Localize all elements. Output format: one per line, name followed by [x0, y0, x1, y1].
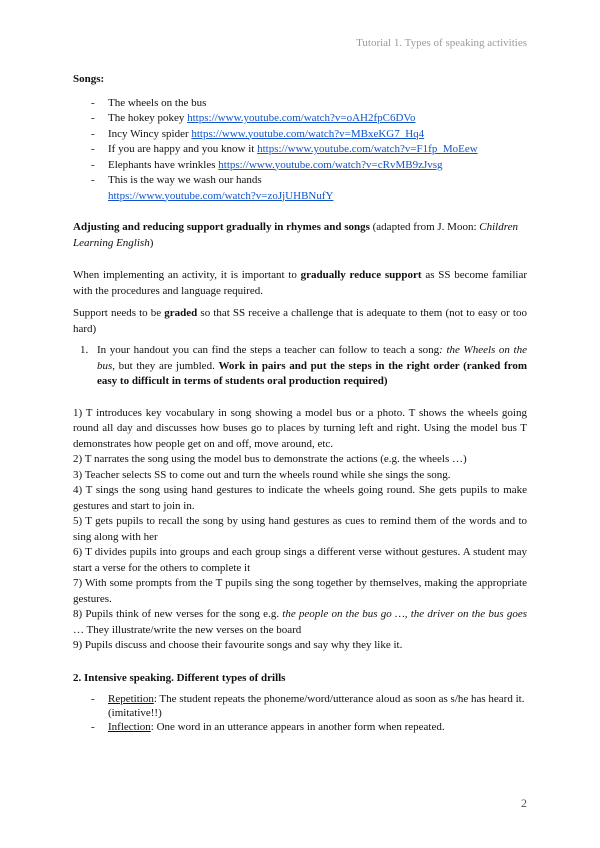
list-item [91, 111, 527, 127]
song-title: Incy Wincy spider [108, 127, 192, 140]
running-header: Tutorial 1. Types of speaking activities [356, 37, 527, 49]
step-item: 5) T gets pupils to recall the song by using hand gestures as cues to remind them of the words and to sing along with her [73, 515, 527, 543]
song-link[interactable]: https://www.youtube.com/watch?v=F1fp_MoEew [257, 143, 478, 155]
step-item: 6) T divides pupils into groups and each group sings a different verse without gestures. A student may start a verse for the others to complete it [73, 546, 527, 574]
step-item: 4) T sings the song using hand gestures to indicate the wheels going round. She gets pupils to make gestures and start to join in. [73, 484, 527, 512]
section-2-title: 2. Intensive speaking. Different types of drills [73, 671, 286, 684]
task-number: 1. [80, 344, 89, 356]
list-item: - Repetition: The student repeats the phoneme/word/utterance aloud as soon as s/he has heard it. (imitative!!) [91, 693, 525, 719]
songs-heading: Songs: [73, 73, 105, 85]
step-item: 8) Pupils think of new verses for the song e.g. the people on the bus go …, the driver on the bus goes … They illustrate/write the new verses on the board [73, 608, 527, 636]
bullet-dash: - [91, 158, 95, 171]
list-item [91, 158, 527, 174]
section-title: Adjusting and reducing support gradually in rhymes and songs (adapted from J. Moon: Children Learning English) [73, 221, 518, 249]
step-item: 3) Teacher selects SS to come out and turn the wheels round while she sings the song. [73, 468, 451, 481]
bullet-dash: - [91, 693, 95, 705]
bullet-dash: - [91, 721, 95, 733]
song-title: The hokey pokey [108, 112, 188, 124]
list-item [91, 127, 527, 143]
step-item: 1) T introduces key vocabulary in song showing a model bus or a photo. T shows the wheels going round all day and discusses how buses go to places by turning left and right. Using the model bus T demonstrates how people get on and off, move around, etc. [73, 406, 527, 450]
page-number: 2 [521, 796, 527, 810]
list-item [91, 96, 527, 112]
step-item: 9) Pupils discuss and choose their favourite songs and say why they like it. [73, 639, 403, 651]
song-link[interactable]: https://www.youtube.com/watch?v=oAH2fpC6DVo [187, 112, 416, 124]
song-link[interactable]: https://www.youtube.com/watch?v=MBxeKG7_Hq4 [191, 127, 425, 140]
bullet-dash: - [91, 143, 95, 155]
song-link[interactable]: https://www.youtube.com/watch?v=cRvMB9zJvsg [218, 158, 443, 171]
page-content [73, 72, 527, 734]
song-link[interactable]: https://www.youtube.com/watch?v=zoJjUHBNufY [108, 189, 334, 202]
song-title: Elephants have wrinkles [108, 158, 219, 171]
list-item [91, 173, 527, 204]
bullet-dash: - [91, 96, 95, 109]
song-title: The wheels on the bus [108, 96, 207, 109]
song-title: This is the way we wash our hands [108, 174, 262, 186]
bullet-dash: - [91, 174, 95, 186]
paragraph: Support needs to be graded so that SS receive a challenge that is adequate to them (not to easy or too hard) [73, 307, 527, 335]
step-item: 2) T narrates the song using the model bus to demonstrate the actions (e.g. the wheels …) [73, 453, 467, 465]
numbered-task: 1. In your handout you can find the steps a teacher can follow to teach a song: the Wheels on the bus, but they are jumbled. Work in pairs and put the steps in the right order (ranked from easy to difficult in terms of students oral production required) [80, 344, 527, 387]
paragraph: When implementing an activity, it is important to gradually reduce support as SS become familiar with the procedures and language required. [73, 269, 527, 297]
drills-list [73, 692, 527, 734]
list-item: - Inflection: One word in an utterance appears in another form when repeated. [91, 721, 445, 733]
song-title: If you are happy and you know it [108, 143, 258, 155]
bullet-dash: - [91, 112, 95, 124]
bullet-dash: - [91, 127, 95, 140]
list-item [91, 142, 527, 158]
songs-list [73, 96, 527, 205]
step-item: 7) With some prompts from the T pupils sing the song together by themselves, making the appropriate gestures. [73, 577, 527, 605]
steps-list [73, 406, 527, 654]
